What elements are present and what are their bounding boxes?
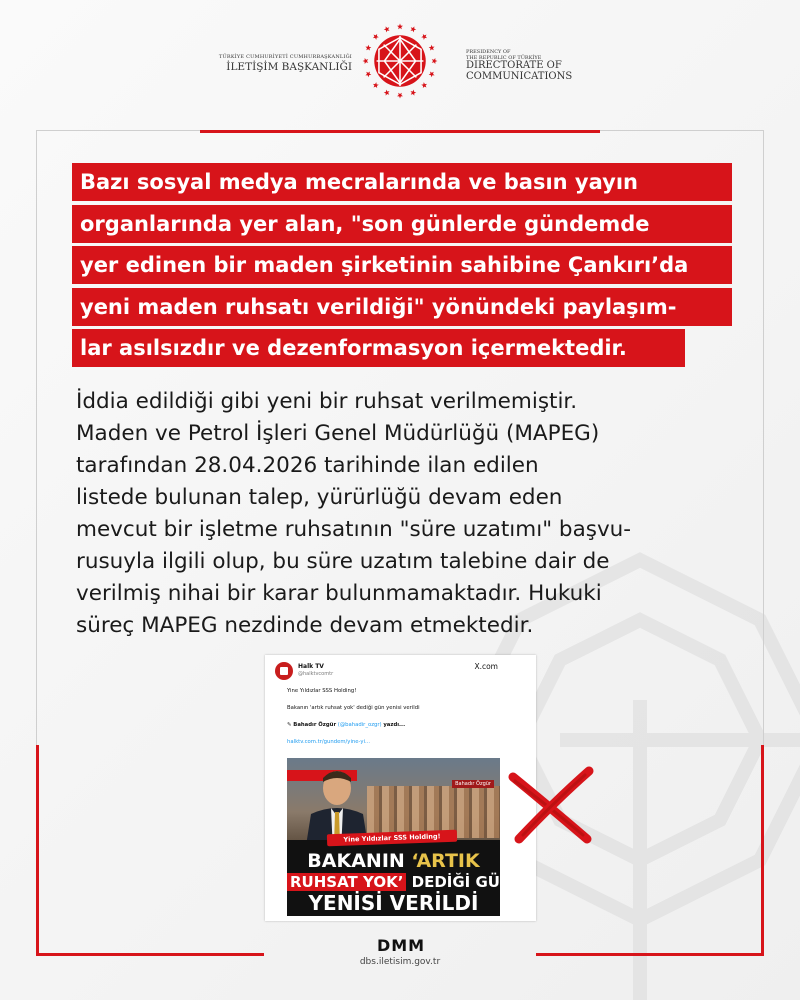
seal-star (410, 26, 416, 32)
body-text (76, 386, 730, 642)
frame-bottom-left-accent (36, 953, 264, 956)
frame-top-left (36, 130, 200, 131)
body-line: mevcut bir işletme ruhsatının "süre uzatımı" başvu- (76, 517, 632, 542)
image-title-1b: ‘ARTIK (411, 850, 480, 872)
org-subtitle: TÜRKİYE CUMHURİYETİ CUMHURBAŞKANLIĞI (218, 54, 352, 60)
body-line: İddia edildiği gibi yeni bir ruhsat verilmemiştir. (76, 389, 578, 414)
frame-right-accent (761, 745, 764, 956)
presidency-line-1: PRESIDENCY OF (466, 49, 511, 55)
avatar (275, 662, 293, 680)
frame-top-right (600, 130, 764, 131)
image-title-line-2 (287, 872, 513, 892)
tweet-text-line: Bakanın 'artık ruhsat yok' dediği gün yenisi verildi (287, 705, 420, 711)
presidential-seal-icon (361, 22, 439, 100)
headline-line: yeni maden ruhsatı verildiği" yönündeki paylaşım- (72, 288, 732, 326)
headline (72, 163, 732, 371)
header (0, 18, 800, 128)
org-title: İLETİŞİM BAŞKANLIĞI (226, 61, 352, 73)
body-line: tarafından 28.04.2026 tarihinde ilan edilen (76, 453, 539, 478)
headline-line: yer edinen bir maden şirketinin sahibine Çankırı’da (72, 246, 732, 284)
seal-star (397, 24, 403, 30)
body-line: süreç MAPEG nezdinde devam etmektedir. (76, 613, 534, 638)
tweet-author-name: Halk TV (298, 663, 324, 670)
seal-star (373, 34, 379, 40)
body-line: rusuyla ilgili olup, bu süre uzatım talebine dair de (76, 549, 610, 574)
tweet-link: halktv.com.tr/gundem/yine-yi... (287, 739, 371, 745)
body-line: listede bulunan talep, yürürlüğü devam eden (76, 485, 563, 510)
tweet-byline-handle: (@bahadir_ozgr) (337, 722, 382, 728)
tweet-source: X.com (474, 662, 498, 671)
tweet-byline-suffix: yazdı... (383, 722, 406, 728)
image-signature: Bahadır Özgür (452, 780, 494, 788)
headline-line: Bazı sosyal medya mecralarında ve basın yayın (72, 163, 732, 201)
tweet-byline: ✎ Bahadır Özgür (287, 722, 337, 728)
seal-star (429, 45, 435, 51)
seal-star (429, 71, 435, 77)
directorate-line-1: DIRECTORATE OF (466, 60, 562, 71)
image-title-2a: RUHSAT YOK’ (287, 873, 406, 891)
header-right (466, 49, 626, 82)
directorate-line-2: COMMUNICATIONS (466, 70, 573, 82)
tweet-text-line: Yine Yıldızlar SSS Holding! (287, 688, 357, 694)
body-line: Maden ve Petrol İşleri Genel Müdürlüğü (MAPEG) (76, 421, 600, 446)
image-title-line-3: YENİSİ VERİLDİ (308, 891, 479, 915)
seal-star (432, 58, 438, 64)
tweet-author-handle: @halktvcomtr (298, 671, 334, 677)
frame-left-accent (36, 745, 39, 956)
image-title-2b: DEDİĞİ GÜN (411, 873, 513, 891)
false-cross-icon (505, 765, 595, 845)
tweet-image (287, 758, 513, 916)
footer-url[interactable]: dbs.iletisim.gov.tr (359, 957, 441, 967)
image-title-line-1 (287, 850, 500, 872)
seal-star (365, 71, 371, 77)
seal-star (384, 90, 390, 96)
image-title-1a: BAKANIN (307, 850, 405, 872)
seal-star (363, 58, 369, 64)
seal-star (410, 90, 416, 96)
seal-star (384, 26, 390, 32)
seal-star (397, 93, 403, 99)
tweet-screenshot (265, 655, 536, 921)
seal-star (421, 34, 427, 40)
presidency-line-2: THE REPUBLIC OF TÜRKİYE (466, 55, 542, 61)
frame-top-accent (200, 130, 600, 133)
tweet-author-line (287, 722, 405, 728)
headline-line: organlarında yer alan, "son günlerde gündemde (72, 205, 732, 243)
headline-line: lar asılsızdır ve dezenformasyon içermektedir. (72, 329, 685, 367)
frame-bottom-right-accent (536, 953, 764, 956)
image-tag: Yine Yıldızlar SSS Holding! (327, 830, 457, 847)
seal-star (373, 82, 379, 88)
body-line: verilmiş nihai bir karar bulunmamaktadır. Hukuki (76, 581, 602, 606)
seal-star (365, 45, 371, 51)
dmm-logo: DMM (376, 936, 426, 955)
seal-star (421, 82, 427, 88)
header-left (200, 54, 352, 73)
